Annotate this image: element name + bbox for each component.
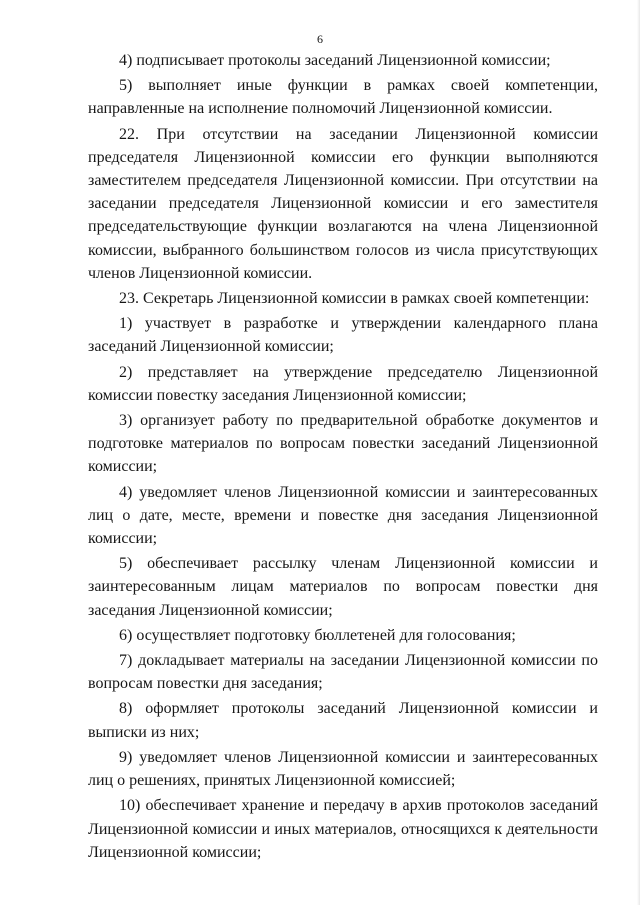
paragraph-item-2-agenda: 2) представляет на утверждение председателю Лицензионной комиссии повестку заседания Лицензионной комиссии; <box>88 363 598 404</box>
paragraph-item-4-notify-members: 4) уведомляет членов Лицензионной комиссии и заинтересованных лиц о дате, месте, времени и повестке дня заседания Лицензионной комиссии; <box>88 483 598 548</box>
paragraph-item-10-archive: 10) обеспечивает хранение и передачу в архив протоколов заседаний Лицензионной комиссии и иных материалов, относящихся к деятельности Лицензионной комиссии; <box>88 797 598 861</box>
document-body <box>88 49 598 864</box>
paragraph-item-4-sign-protocols: 4) подписывает протоколы заседаний Лицензионной комиссии; <box>119 52 551 69</box>
paragraph-item-1-calendar-plan: 1) участвует в разработке и утверждении календарного плана заседаний Лицензионной комиссии; <box>88 315 598 356</box>
paragraph-item-6-ballots: 6) осуществляет подготовку бюллетеней для голосования; <box>119 626 516 644</box>
paragraph-item-9-notify-decisions: 9) уведомляет членов Лицензионной комиссии и заинтересованных лиц о решениях, принятых Лицензионной комиссией; <box>88 748 598 790</box>
paragraph-item-3-documents: 3) организует работу по предварительной обработке документов и подготовке материалов по вопросам повестки заседаний Лицензионной комиссии; <box>88 412 598 476</box>
paragraph-clause-23-secretary: 23. Секретарь Лицензионной комиссии в рамках своей компетенции: <box>119 290 590 308</box>
paragraph-clause-22: 22. При отсутствии на заседании Лицензионной комиссии председателя Лицензионной комиссии его функции выполняются заместителем председателя Лицензионной комиссии. При отсутствии на заседании председателя Лицензионной комиссии и его заместителя председательствующие функции возлагаются на члена Лицензионной комиссии, выбранного большинством голосов из числа присутствующих членов Лицензионной комиссии. <box>88 125 598 282</box>
page-number: 6 <box>317 32 323 46</box>
paragraph-item-7-reports: 7) докладывает материалы на заседании Лицензионной комиссии по вопросам повестки дня заседания; <box>88 652 598 693</box>
paragraph-item-8-protocols: 8) оформляет протоколы заседаний Лицензионной комиссии и выписки из них; <box>88 700 598 741</box>
paragraph-item-5-distribution: 5) обеспечивает рассылку членам Лицензионной комиссии и заинтересованным лицам материалов по вопросам повестки дня заседания Лицензионной комиссии; <box>88 555 598 619</box>
paragraph-item-5-other-functions: 5) выполняет иные функции в рамках своей компетенции, направленные на исполнение полномочий Лицензионной комиссии. <box>88 77 598 118</box>
